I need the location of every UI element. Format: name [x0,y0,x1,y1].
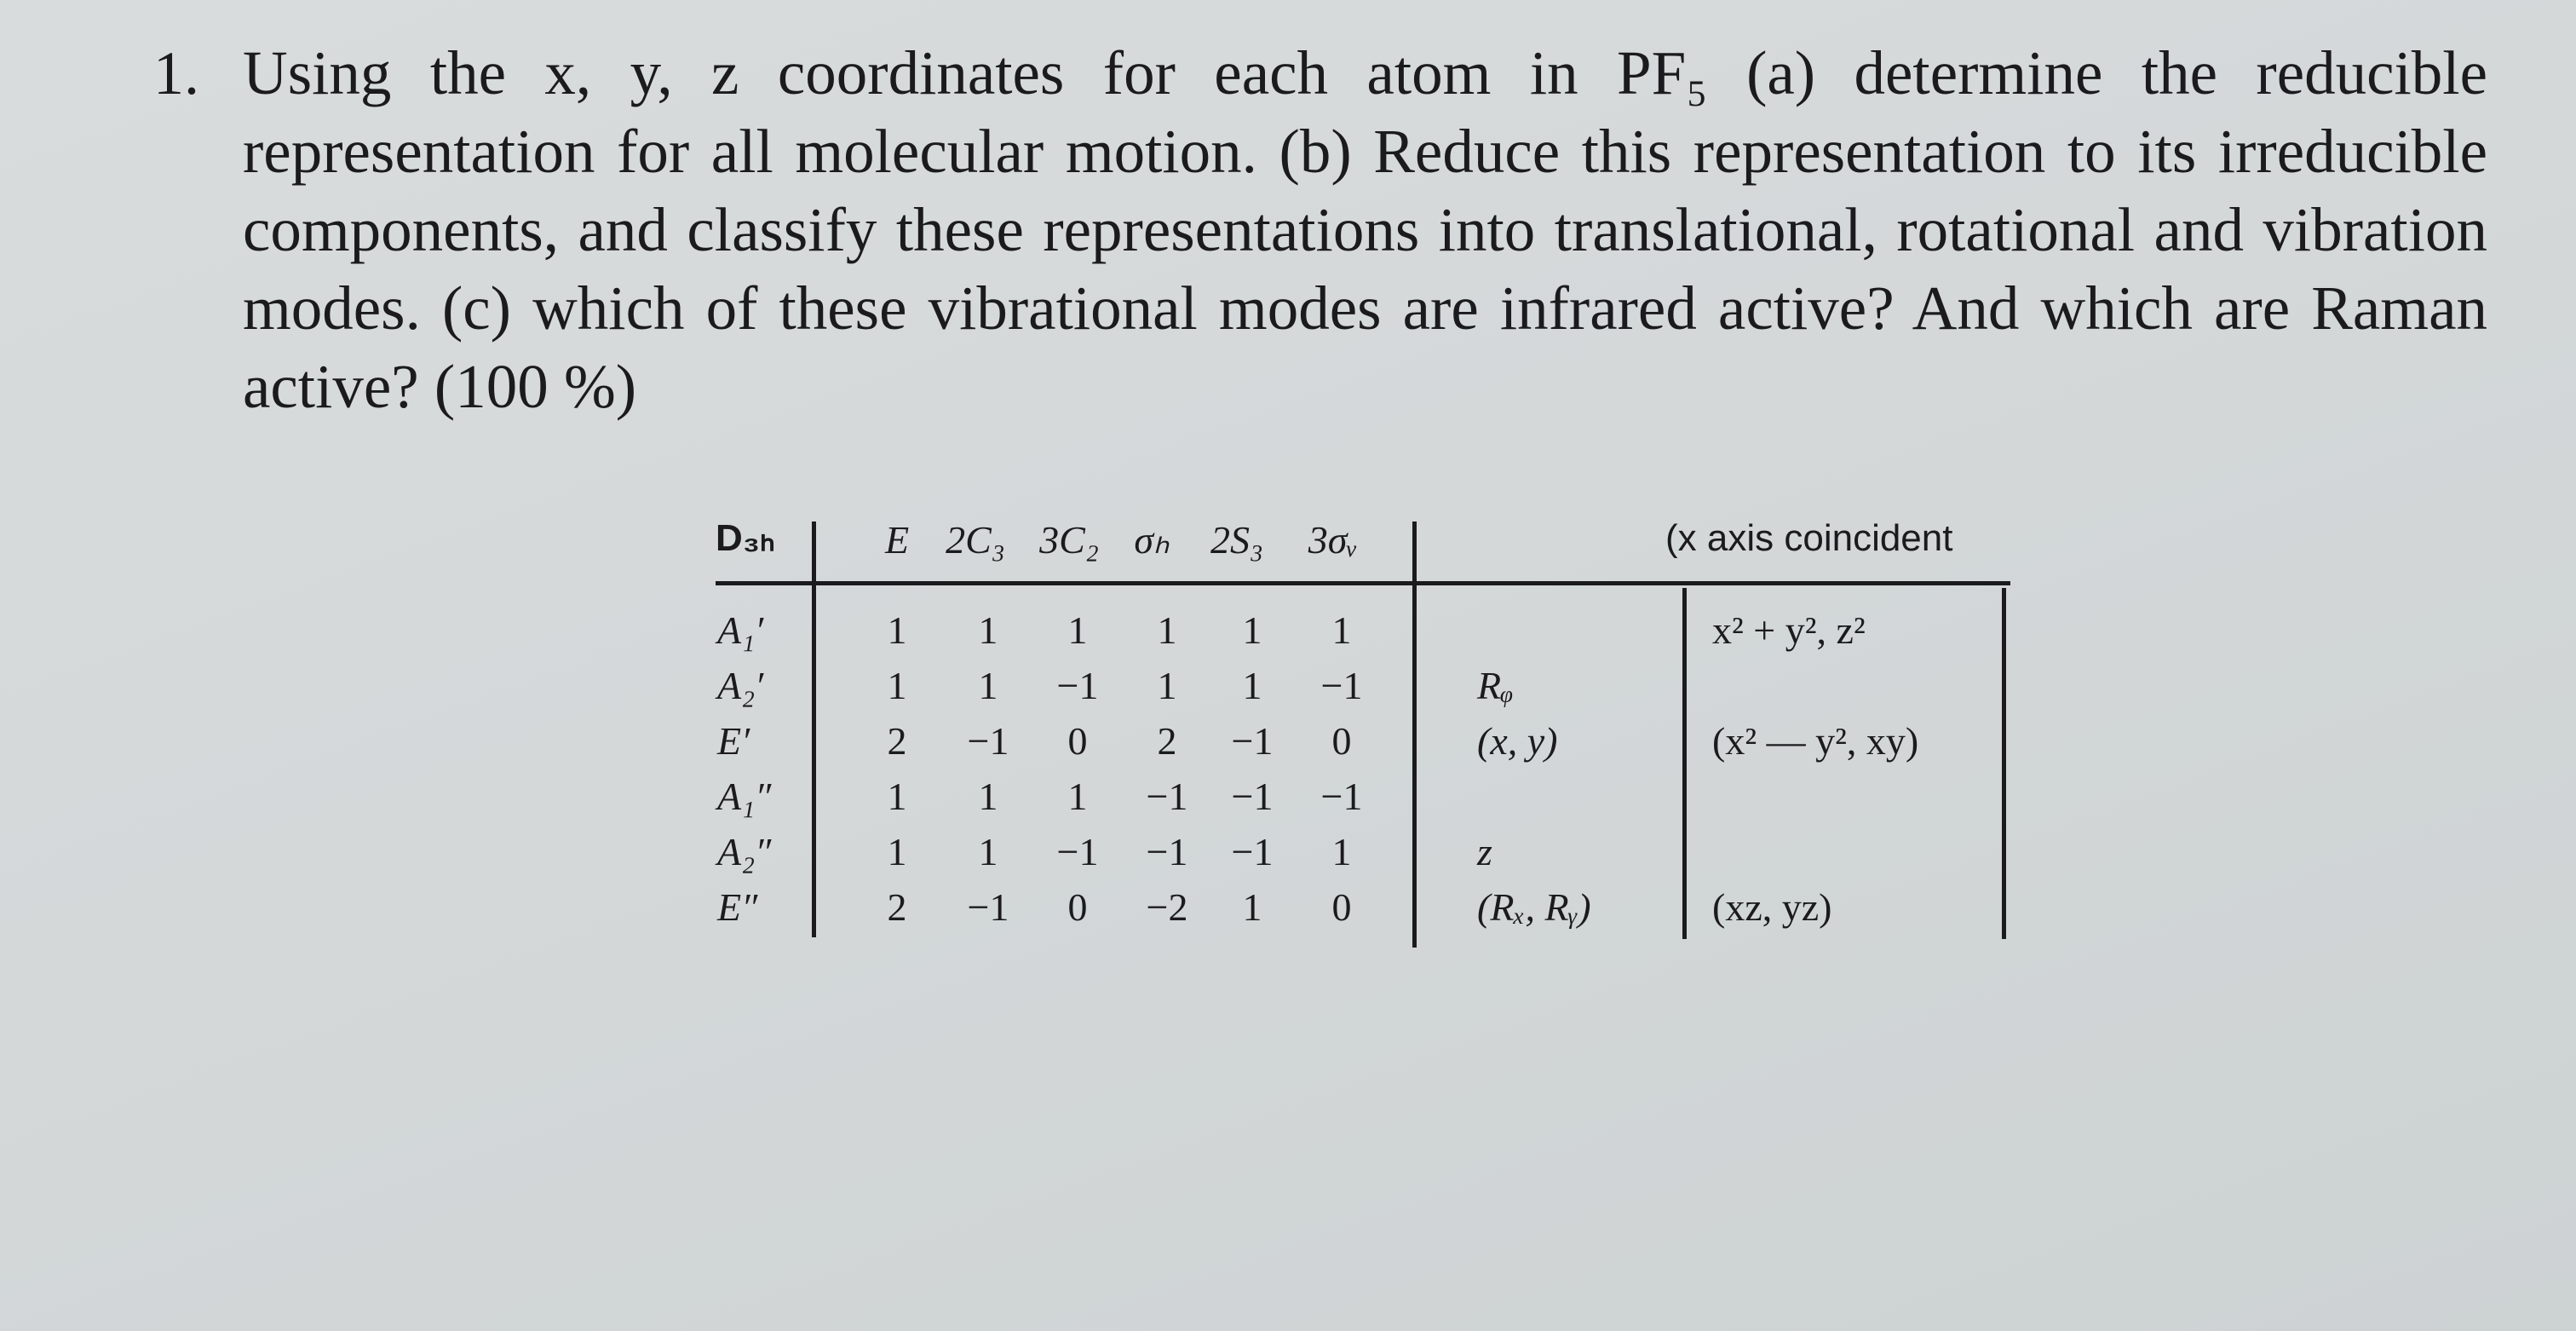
character-value: 1 [1067,775,1088,818]
irrep-label: A₂″ [717,830,772,873]
irrep-label: A₁″ [717,775,772,818]
axis-note: (x axis coincident [1665,517,1953,559]
character-value: 1 [1067,608,1088,652]
character-value: 1 [1331,830,1352,873]
character-value: 1 [887,608,907,652]
operation-header: σₕ [1134,518,1170,562]
character-value: −1 [1320,664,1363,707]
linear-function: Rᵩ [1477,664,1514,707]
character-value: 1 [1242,885,1262,929]
linear-function: z [1477,830,1492,873]
linear-function: (Rₓ, Rᵧ) [1477,885,1591,929]
character-table-d3h [716,511,2010,954]
character-value: 1 [978,664,998,707]
character-value: 2 [1157,719,1177,763]
operation-header: 3C₂ [1039,518,1099,562]
header-rule [716,581,2010,585]
character-value: 1 [978,775,998,818]
irrep-label: A₂′ [717,664,764,707]
character-value: −1 [1056,830,1099,873]
character-value: 0 [1331,885,1352,929]
character-value: 1 [1157,608,1177,652]
character-value: 2 [887,885,907,929]
irrep-label: A₁′ [717,608,764,652]
character-value: −1 [1231,830,1274,873]
point-group-label: D₃ₕ [716,517,775,559]
character-value: 1 [1242,664,1262,707]
character-value: −1 [1146,775,1188,818]
operation-header: 2C₃ [946,518,1005,562]
character-value: 2 [887,719,907,763]
characters-column-divider [1412,521,1417,948]
table-right-border [2002,588,2006,939]
character-value: 0 [1067,885,1088,929]
quadratic-function: (x² — y², xy) [1712,719,1919,763]
quadratic-function: (xz, yz) [1712,885,1832,929]
operation-header: 3σᵥ [1308,518,1359,562]
character-value: 1 [1157,664,1177,707]
character-value: 1 [1242,608,1262,652]
character-value: 0 [1067,719,1088,763]
character-value: 1 [978,830,998,873]
character-value: −1 [1146,830,1188,873]
character-value: −2 [1146,885,1188,929]
irrep-label: E′ [717,719,750,763]
character-value: −1 [1231,719,1274,763]
character-value: 1 [887,775,907,818]
character-value: −1 [967,885,1009,929]
question-number: 1. [153,39,199,107]
operation-header: 2S₃ [1210,518,1263,562]
operation-header: E [884,518,910,562]
linear-column-divider [1682,588,1687,939]
character-value: −1 [1231,775,1274,818]
group-column-divider [812,521,816,937]
character-value: 1 [887,830,907,873]
irrep-label: E″ [717,885,758,929]
question-text: Using the x, y, z coordinates for each atom in PF₅ (a) determine the reducible representation for all molecular motion. (b) Reduce this representation to its irreducible components, and classify these representations into translational, rotational and vibration modes. (c) which of these vibrational modes are infrared active? And which are Raman active? (100 %) [243,38,2487,421]
linear-function: (x, y) [1477,719,1558,763]
character-value: −1 [1320,775,1363,818]
character-value: 1 [887,664,907,707]
character-value: −1 [1056,664,1099,707]
character-value: 1 [1331,608,1352,652]
quadratic-function: x² + y², z² [1712,608,1866,652]
character-value: 1 [978,608,998,652]
character-value: −1 [967,719,1009,763]
character-value: 0 [1331,719,1352,763]
